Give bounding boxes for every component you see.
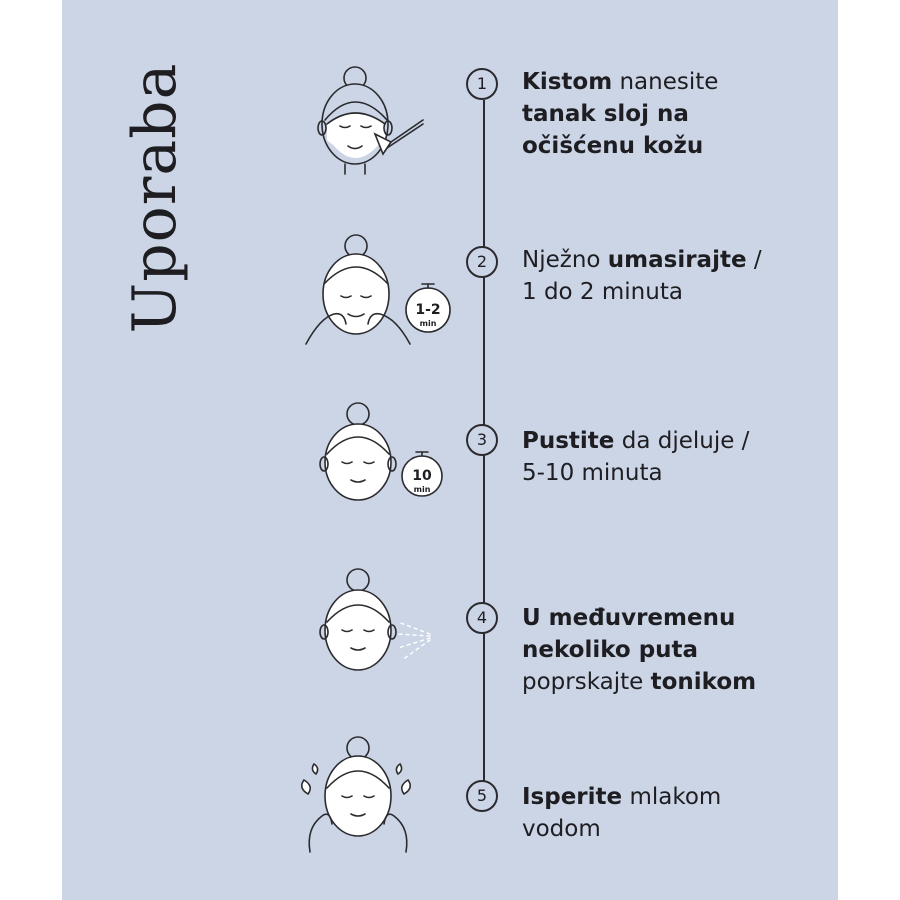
step-text-1-part-3: tanak sloj na očišćenu kožu <box>522 101 704 159</box>
step-number-3: 3 <box>466 424 498 456</box>
step-text-2-part-2: umasirajte <box>607 247 747 273</box>
step-number-5: 5 <box>466 780 498 812</box>
step-text-2-part-3: / 1 do 2 minuta <box>522 247 762 305</box>
face-massage-icon <box>300 232 460 352</box>
face-spray-icon <box>318 568 448 680</box>
step-text-4-part-3: tonikom <box>650 669 757 695</box>
step-text-4-part-1: U međuvremenu nekoliko puta <box>522 605 736 663</box>
step-number-2: 2 <box>466 246 498 278</box>
face-rinse-icon <box>296 736 420 856</box>
step-text-4 <box>522 602 772 698</box>
step-text-3-part-1: Pustite <box>522 428 615 454</box>
timer-unit-2: min <box>419 319 437 328</box>
timer-unit-3: min <box>413 485 431 494</box>
face-brush-icon <box>305 62 435 182</box>
step-number-1: 1 <box>466 68 498 100</box>
timer-value-2: 1-2 <box>415 302 441 318</box>
step-text-3-part-2: da djeluje / 5-10 minuta <box>522 428 750 486</box>
step-text-4-part-2: poprskajte <box>522 669 651 695</box>
step-text-1 <box>522 66 737 162</box>
face-mask-icon <box>318 402 458 512</box>
step-text-3 <box>522 425 752 489</box>
step-text-2-part-1: Nježno <box>522 247 608 273</box>
step-text-5-part-2: mlakom vodom <box>522 784 722 842</box>
step-text-1-part-2: nanesite <box>612 69 719 95</box>
step-text-5-part-1: Isperite <box>522 784 623 810</box>
step-text-1-part-1: Kistom <box>522 69 613 95</box>
step-text-5 <box>522 781 752 845</box>
step-text-2 <box>522 244 772 308</box>
step-number-4: 4 <box>466 602 498 634</box>
page-title: Uporaba <box>120 62 190 334</box>
timer-value-3: 10 <box>412 468 432 484</box>
